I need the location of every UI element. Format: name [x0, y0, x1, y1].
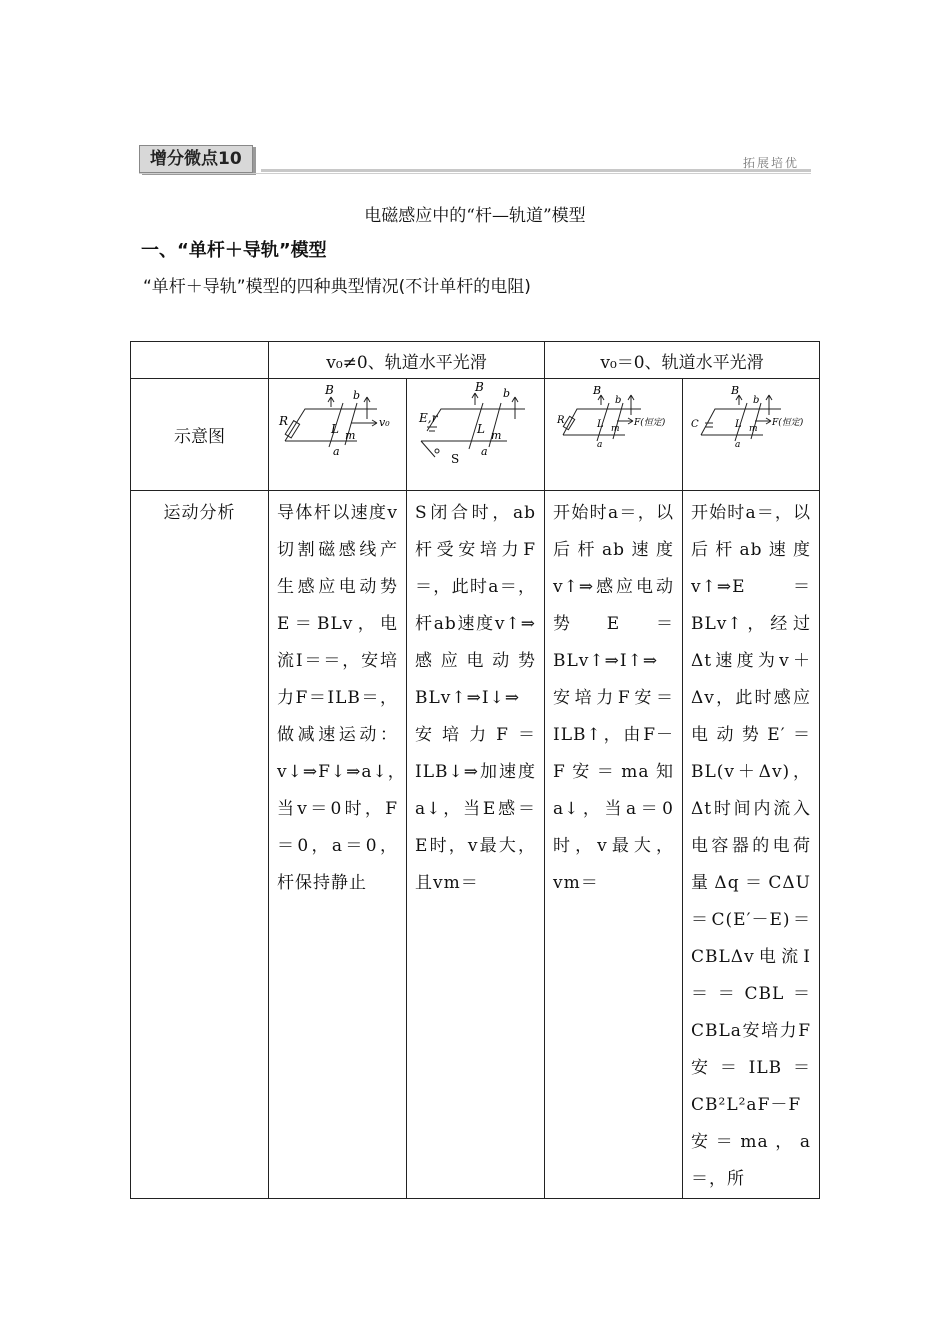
- svg-text:m: m: [491, 429, 502, 442]
- svg-text:b: b: [753, 395, 760, 406]
- svg-text:L: L: [597, 419, 604, 430]
- svg-text:v₀: v₀: [379, 416, 390, 429]
- motion-text-1: 导体杆以速度v切割磁感线产生感应电动势E＝BLv，电流I＝＝，安培力F＝ILB＝，做减速运动：v↓⇒F↓⇒a↓，当v＝0时，F＝0，a＝0，杆保持静止: [277, 503, 406, 893]
- motion-cell-1: [269, 491, 407, 1199]
- svg-text:m: m: [611, 424, 620, 434]
- svg-text:a: a: [481, 445, 488, 458]
- svg-text:L: L: [477, 422, 485, 436]
- motion-text-3: 开始时a＝，以后杆ab速度v↑⇒感应电动势E＝BLv↑⇒I↑⇒安培力F安＝ILB↑，由F－F安＝ma知a↓，当a＝0时，v最大，vm＝: [553, 503, 675, 893]
- motion-cell-4: [683, 491, 820, 1199]
- svg-text:B: B: [475, 380, 484, 394]
- svg-text:b: b: [503, 387, 511, 400]
- header-v0-zero: v₀＝0、轨道水平光滑: [545, 342, 820, 379]
- diagram-3: [545, 379, 683, 491]
- section-header: [139, 145, 811, 175]
- page-title: 电磁感应中的“杆—轨道”模型: [364, 206, 586, 226]
- svg-text:B: B: [593, 384, 602, 397]
- svg-text:F(恒定): F(恒定): [772, 418, 804, 428]
- corner-cell: [131, 342, 269, 379]
- diagram-2: [407, 379, 545, 491]
- motion-cell-2: [407, 491, 545, 1199]
- svg-text:B: B: [731, 384, 740, 397]
- header-right-label: 拓展培优: [742, 156, 799, 170]
- motion-text-4: 开始时a＝，以后杆ab速度v↑⇒E＝BLv↑，经过Δt速度为v＋Δv，此时感应电动势E′＝BL(v＋Δv)，Δt时间内流入电容器的电荷量Δq＝CΔU＝C(E′－E)＝CBLΔv电流I＝＝CBL＝CBLa安培力F安＝ILB＝CB²L²aF－F安＝ma，a＝，所: [691, 503, 812, 1189]
- row-label-motion: [131, 491, 269, 1199]
- circuit-diagram-3: [545, 379, 681, 485]
- header-rule: [261, 169, 811, 172]
- diagram-4: [683, 379, 820, 491]
- svg-text:m: m: [345, 429, 356, 442]
- model-table: [130, 341, 820, 1199]
- header-v0-nonzero: v₀≠0、轨道水平光滑: [269, 342, 545, 379]
- svg-text:b: b: [353, 389, 361, 402]
- header-badge: 增分微点10: [139, 145, 253, 173]
- circuit-diagram-1: [269, 379, 405, 485]
- circuit-diagram-2: [407, 379, 543, 485]
- header-rule-thin: [139, 173, 811, 174]
- svg-text:B: B: [325, 383, 334, 397]
- svg-text:m: m: [749, 424, 758, 434]
- svg-text:L: L: [331, 422, 339, 436]
- svg-text:F(恒定): F(恒定): [634, 418, 666, 428]
- circuit-diagram-4: [683, 379, 819, 485]
- svg-text:L: L: [735, 419, 742, 430]
- section-heading: 一、“单杆＋导轨”模型: [141, 240, 327, 261]
- motion-label-text: 运动分析: [163, 503, 236, 523]
- svg-text:E,r: E,r: [419, 411, 438, 425]
- svg-text:a: a: [735, 440, 741, 450]
- svg-text:b: b: [615, 395, 622, 406]
- svg-text:a: a: [333, 445, 340, 458]
- svg-text:C: C: [691, 419, 699, 430]
- motion-text-2: S闭合时，ab杆受安培力F＝，此时a＝，杆ab速度v↑⇒感应电动势BLv↑⇒I↓⇒安培力F＝ILB↓⇒加速度a↓，当E感＝E时，v最大，且vm＝: [415, 503, 537, 893]
- svg-text:a: a: [597, 440, 603, 450]
- motion-cell-3: [545, 491, 683, 1199]
- svg-text:R: R: [557, 415, 565, 426]
- section-subtitle: “单杆＋导轨”模型的四种典型情况(不计单杆的电阻): [143, 277, 531, 297]
- row-label-schematic: 示意图: [131, 379, 269, 491]
- svg-text:S: S: [451, 452, 460, 466]
- diagram-1: [269, 379, 407, 491]
- svg-text:R: R: [279, 414, 289, 428]
